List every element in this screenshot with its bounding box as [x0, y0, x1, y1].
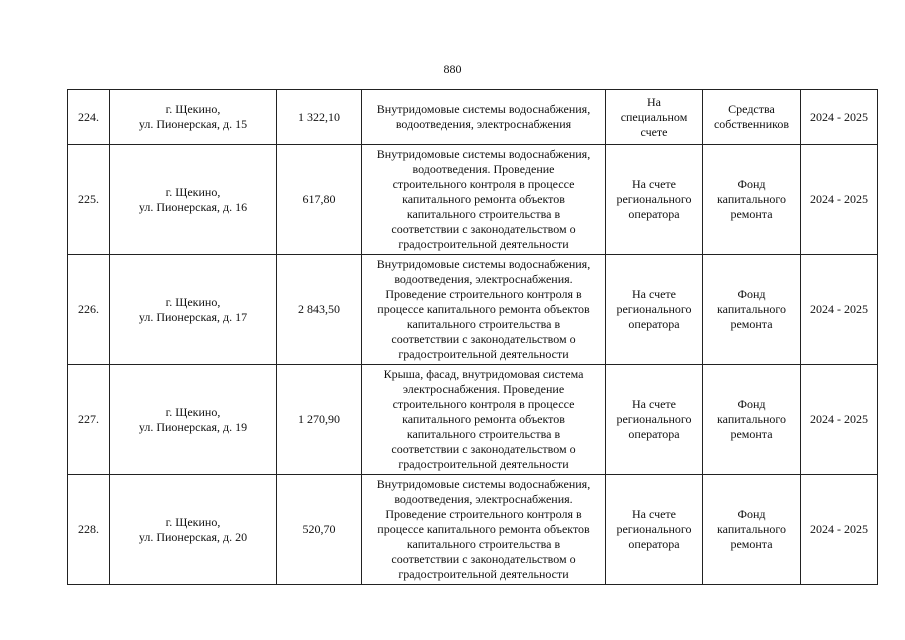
- works-line: градостроительной деятельности: [398, 347, 569, 361]
- funding-line: Фонд: [737, 507, 766, 521]
- works-cell: [362, 475, 606, 585]
- works-line: процессе капитального ремонта объектов: [377, 522, 590, 536]
- table-row: [68, 475, 878, 585]
- works-line: соответствии с законодательством о: [391, 222, 576, 236]
- account-line: На счете: [631, 177, 676, 191]
- account-line: счете: [640, 124, 668, 139]
- address-cell: [110, 475, 277, 585]
- funding-line: Фонд: [737, 287, 766, 301]
- account-line: На счете: [631, 287, 676, 301]
- account-line: регионального: [616, 302, 692, 316]
- area-cell: 520,70: [277, 475, 362, 585]
- funding-line: ремонта: [730, 207, 773, 221]
- row-number: 227.: [68, 365, 110, 475]
- address-city: г. Щекино,: [165, 102, 221, 116]
- account-line: оператора: [628, 207, 680, 221]
- funding-line: капитального: [717, 412, 786, 426]
- address-street: ул. Пионерская, д. 17: [138, 309, 248, 324]
- account-cell: [606, 255, 703, 365]
- row-number: 228.: [68, 475, 110, 585]
- address-city: г. Щекино,: [165, 404, 221, 419]
- funding-cell: [703, 475, 801, 585]
- works-line: капитального строительства в: [406, 427, 561, 441]
- works-cell: [362, 145, 606, 255]
- page-number: 880: [443, 62, 462, 76]
- works-line: водоотведения, электроснабжения: [395, 117, 572, 131]
- account-line: оператора: [628, 317, 680, 331]
- table-row: [68, 255, 878, 365]
- works-line: Внутридомовые системы водоснабжения,: [376, 477, 591, 491]
- address-street: ул. Пионерская, д. 20: [138, 529, 248, 544]
- account-cell: [606, 475, 703, 585]
- works-line: капитального ремонта объектов: [402, 192, 565, 206]
- address-street: ул. Пионерская, д. 15: [138, 117, 248, 131]
- repair-program-table: [67, 89, 878, 585]
- period-cell: 2024 - 2025: [801, 145, 878, 255]
- account-cell: [606, 365, 703, 475]
- funding-cell: [703, 365, 801, 475]
- area-cell: 1 270,90: [277, 365, 362, 475]
- funding-cell: [703, 145, 801, 255]
- address-cell: [110, 90, 277, 145]
- account-line: оператора: [628, 537, 680, 551]
- account-line: На счете: [631, 507, 676, 521]
- funding-line: собственников: [713, 117, 790, 131]
- works-line: процессе капитального ремонта объектов: [377, 302, 590, 316]
- row-number: 225.: [68, 145, 110, 255]
- works-line: электроснабжения. Проведение: [402, 382, 565, 396]
- funding-line: Средства: [728, 102, 775, 116]
- works-line: градостроительной деятельности: [398, 457, 569, 471]
- address-cell: [110, 365, 277, 475]
- address-city: г. Щекино,: [165, 514, 221, 529]
- account-line: оператора: [628, 427, 680, 441]
- works-line: соответствии с законодательством о: [391, 442, 576, 456]
- works-line: соответствии с законодательством о: [391, 552, 576, 566]
- works-line: капитального строительства в: [406, 537, 561, 551]
- address-cell: [110, 145, 277, 255]
- works-cell: [362, 255, 606, 365]
- works-line: строительного контроля в процессе: [392, 177, 575, 191]
- works-line: градостроительной деятельности: [398, 237, 569, 251]
- funding-line: капитального: [717, 302, 786, 316]
- period-cell: 2024 - 2025: [801, 365, 878, 475]
- funding-line: капитального: [717, 192, 786, 206]
- row-number: 226.: [68, 255, 110, 365]
- works-line: градостроительной деятельности: [398, 567, 569, 581]
- account-cell: [606, 90, 703, 145]
- account-line: специальном: [620, 109, 688, 124]
- period-cell: 2024 - 2025: [801, 255, 878, 365]
- funding-cell: [703, 255, 801, 365]
- works-cell: [362, 365, 606, 475]
- works-line: Внутридомовые системы водоснабжения,: [376, 147, 591, 161]
- funding-line: ремонта: [730, 427, 773, 441]
- table-row: [68, 145, 878, 255]
- table-row: [68, 90, 878, 145]
- account-line: регионального: [616, 522, 692, 536]
- works-line: капитального строительства в: [406, 207, 561, 221]
- area-cell: 2 843,50: [277, 255, 362, 365]
- funding-line: ремонта: [730, 317, 773, 331]
- works-line: Проведение строительного контроля в: [385, 507, 582, 521]
- account-line: регионального: [616, 192, 692, 206]
- funding-line: ремонта: [730, 537, 773, 551]
- works-line: соответствии с законодательством о: [391, 332, 576, 346]
- address-cell: [110, 255, 277, 365]
- address-city: г. Щекино,: [165, 184, 221, 199]
- row-number: 224.: [68, 90, 110, 145]
- funding-cell: [703, 90, 801, 145]
- works-line: строительного контроля в процессе: [392, 397, 575, 411]
- works-line: водоотведения. Проведение: [412, 162, 555, 176]
- works-line: капитального строительства в: [406, 317, 561, 331]
- works-line: Проведение строительного контроля в: [385, 287, 582, 301]
- address-street: ул. Пионерская, д. 19: [138, 419, 248, 434]
- period-cell: 2024 - 2025: [801, 90, 878, 145]
- works-line: Внутридомовые системы водоснабжения,: [376, 102, 591, 116]
- address-city: г. Щекино,: [165, 294, 221, 309]
- works-line: капитального ремонта объектов: [402, 412, 565, 426]
- works-line: водоотведения, электроснабжения.: [394, 492, 573, 506]
- address-street: ул. Пионерская, д. 16: [138, 199, 248, 214]
- table-row: [68, 365, 878, 475]
- works-cell: [362, 90, 606, 145]
- area-cell: 617,80: [277, 145, 362, 255]
- works-line: Внутридомовые системы водоснабжения,: [376, 257, 591, 271]
- account-line: На счете: [631, 397, 676, 411]
- funding-line: капитального: [717, 522, 786, 536]
- works-line: водоотведения, электроснабжения.: [394, 272, 573, 286]
- period-cell: 2024 - 2025: [801, 475, 878, 585]
- area-cell: 1 322,10: [277, 90, 362, 145]
- account-cell: [606, 145, 703, 255]
- account-line: регионального: [616, 412, 692, 426]
- account-line: На: [647, 94, 661, 109]
- works-line: Крыша, фасад, внутридомовая система: [383, 367, 584, 381]
- funding-line: Фонд: [737, 397, 766, 411]
- funding-line: Фонд: [737, 177, 766, 191]
